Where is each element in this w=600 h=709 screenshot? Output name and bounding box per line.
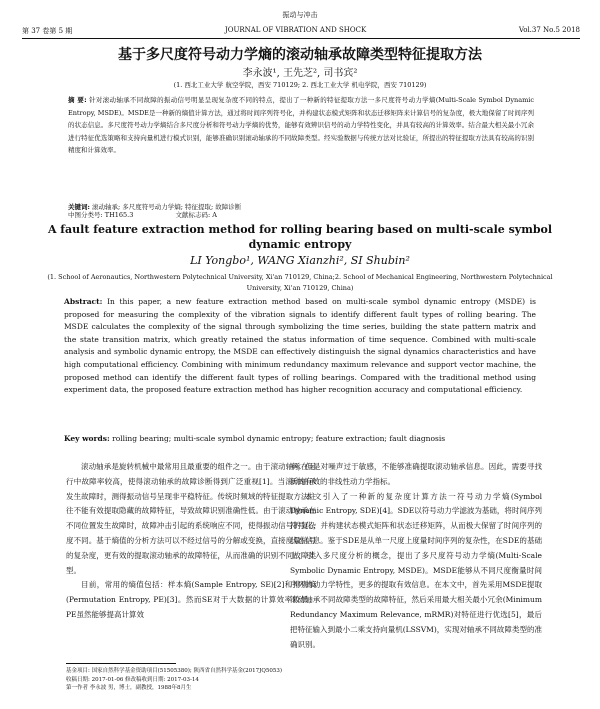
body-paragraph: 滚动轴承是旋转机械中最常用且最重要的组件之一。由于滚动轴承在运行中故障率较高，使得滚动轴承的故障诊断得到广泛重视[1]。当滚动轴承发生故障时，测得振动信号呈现非平稳特征。传统时频域的特征提取方法往往不能有效提取隐藏的故障特征，导致故障识别准确性低。由于滚动轴承在不同位置发生故障时，故障冲击引起的系统响应不同，使得振动信号的复杂度不同。基于熵值的分析方法可以不经过信号的分解或变换，直接度量信号的复杂度，更有效的提取滚动轴承的故障特征，从而准确的识别不同故障类型。 [66, 462, 316, 575]
received-note: 收稿日期: 2017-01-06 修改稿收到日期: 2017-03-14 [66, 676, 199, 683]
author-note: 第一作者 李永波 男，博士，副教授，1988年8月生 [66, 685, 192, 691]
affiliations-cn: (1. 西北工业大学 航空学院，西安 710129; 2. 西北工业大学 机电学院，西安 710129) [173, 81, 427, 89]
footnote [66, 667, 316, 693]
keywords-en [64, 434, 536, 443]
fund-note: 基金项目: 国家自然科学基金资助项目(51505380); 陕西省自然科学基金(2017JQ5053) [66, 668, 282, 674]
header-rule [22, 38, 580, 39]
title-en: A fault feature extraction method for rolling bearing based on multi-scale symbol dynamic entropy [47, 223, 553, 251]
body-paragraph: 率，但是对噪声过于敏感，不能够准确提取滚动轴承信息。因此，需要寻找新的有效的非线性动力学指标。 [290, 462, 542, 486]
body-paragraph: 目前，常用的熵值包括：样本熵(Sample Entropy, SE)[2]和排列熵(Permutation Entropy, PE)[3]。然而SE对于大数据的计算效率较低；PE虽然能够提高计算效 [66, 580, 316, 619]
keywords-cn-text: 滚动轴承; 多尺度符号动力学熵; 特征提取; 故障诊断 [91, 203, 242, 211]
body-paragraph: 本文引入了一种新的复杂度计算方法一符号动力学熵(Symbol Dynamic Entropy, SDE)[4]。SDE以符号动力学滤波为基础，将时间序列符号化，并构建状态模式矩阵和状态迁移矩阵，从而极大保留了时间序列的状态信息。鉴于SDE是从单一尺度上度量时间序列的复杂性，在SDE的基础上，引入多尺度分析的概念，提出了多尺度符号动力学熵(Multi-Scale Symbolic Dynamic Entropy, MSDE)。MSDE能够从不同尺度衡量时间序列的动力学特性，更多的提取有效信息。在本文中，首先采用MSDE提取滚动轴承不同故障类型的故障特征，然后采用最大相关最小冗余(Minimum Redundancy Maximum Relevance, mRMR)对特征进行优选[5]，最后把特征输入到最小二乘支持向量机(LSSVM)，实现对轴承不同故障类型的准确识别。 [290, 491, 542, 649]
keywords-en-text: rolling bearing; multi-scale symbol dynamic entropy; feature extraction; fault diagnosis [112, 434, 446, 443]
volume-cn: 第 37 卷第 5 期 [22, 27, 73, 35]
body-column-left [66, 460, 316, 623]
footnote-rule [66, 663, 176, 664]
authors-cn: 李永波¹, 王先芝², 司书宾² [242, 68, 358, 79]
document-code: 文献标志码: A [175, 211, 217, 219]
keywords-cn-label: 关键词: [68, 203, 90, 211]
authors-en: LI Yongbo¹, WANG Xianzhi², SI Shubin² [190, 254, 410, 267]
journal-name-cn: 振动与冲击 [282, 11, 318, 19]
abstract-en-text: In this paper, a new feature extraction method based on multi-scale symbol dynamic entropy (MSDE) is proposed for measuring the complexity of the vibration signals to identify different fault types of rolling bearing. The MSDE calculates the complexity of the signal through symbolizing the time series, building the state pattern matrix and the state transition matrix, which greatly retained the status information of time sequence. Combined with multi-scale analysis and symbolic dynamic entropy, the MSDE can effectively distinguish the signal dynamics characteristics and have high computational efficiency. Combining with minimum redundancy maximum relevance and support vector machine, the proposed method can identify the different fault types of rolling bearings. Compared with the traditional method using experiment data, the proposed feature extraction method has higher recognition accuracy and computational efficiency. [64, 297, 536, 395]
abstract-en-label: Abstract: [64, 297, 103, 306]
abstract-cn-label: 摘 要: [68, 96, 87, 104]
abstract-en [64, 296, 536, 397]
keywords-en-label: Key words: [64, 434, 110, 443]
body-column-right [290, 460, 542, 652]
journal-name-en: JOURNAL OF VIBRATION AND SHOCK [224, 26, 367, 34]
volume-en: Vol.37 No.5 2018 [518, 26, 580, 34]
affiliations-en: (1. School of Aeronautics, Northwestern Polytechnical University, Xi'an 710129, China;2. School of Mechanical Engineering, Northwestern Polytechnical University, Xi'an 710129, China) [47, 273, 553, 292]
abstract-cn [68, 94, 534, 157]
abstract-cn-text: 针对滚动轴承不同故障的振动信号明显呈现复杂度不同的特点，提出了一种新的特征提取方法一多尺度符号动力学熵(Multi-Scale Symbol Dynamic Entropy, MSDE)。MSDE是一种新的熵值计算方法，通过将时间序列符号化，并构建状态模式矩阵和状态迁移矩阵来计算信号的复杂度，极大地保留了时间序列的状态信息。多尺度符号动力学熵结合多尺度分析和符号动力学熵的优势，能够有效辨识信号的动力学特性变化，并具有较高的计算效率。结合最大相关最小冗余进行特征优选策略和支持向量机进行模式识别，能够准确识别滚动轴承的不同故障类型。经实验数据与传统方法对比验证，所提出的特征提取方法具有较高的识别精度和计算效率。 [68, 96, 535, 155]
running-header [22, 26, 580, 36]
title-cn: 基于多尺度符号动力学熵的滚动轴承故障类型特征提取方法 [118, 47, 482, 63]
classification-cn [68, 210, 534, 219]
clc-number: 中图分类号: TH165.3 [68, 211, 134, 219]
